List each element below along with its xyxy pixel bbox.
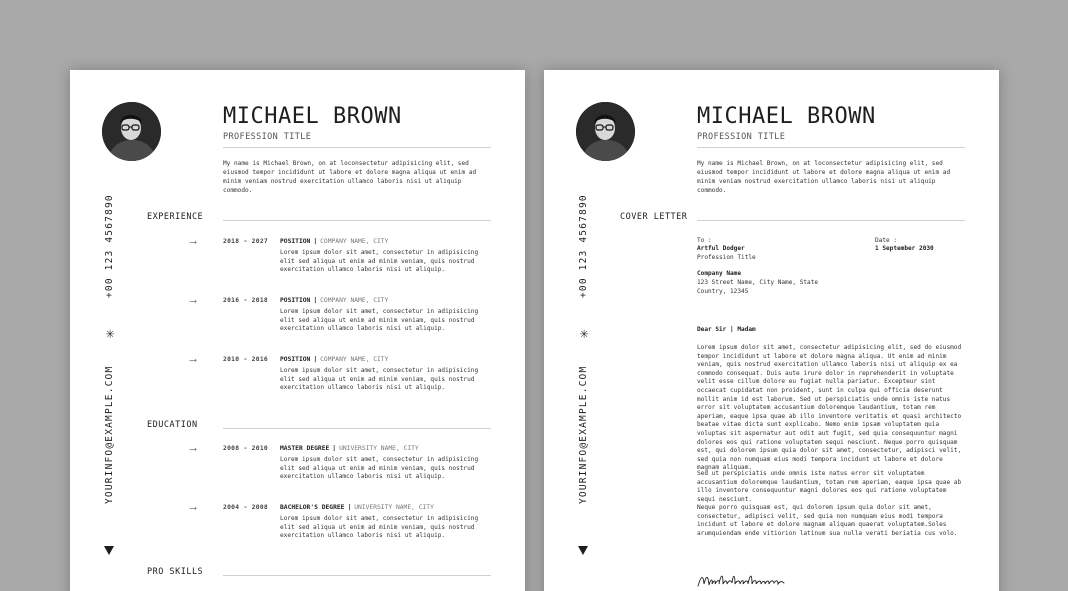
entry-position: POSITION xyxy=(280,297,311,304)
address-line-1: 123 Street Name, City Name, State xyxy=(697,279,819,286)
resume-page xyxy=(70,70,525,591)
section-divider xyxy=(223,575,491,576)
section-title-skills: PRO SKILLS xyxy=(147,567,204,577)
entry-company: COMPANY NAME, CITY xyxy=(320,238,389,245)
arrow-right-icon: ⟶ xyxy=(190,355,197,366)
entry-heading: POSITION | COMPANY NAME, CITY xyxy=(280,297,389,304)
asterisk-icon: ✳ xyxy=(579,324,589,342)
entry-dates: 2008 - 2010 xyxy=(223,445,269,452)
entry-dates: 2016 - 2018 xyxy=(223,297,269,304)
salutation: Dear Sir | Madam xyxy=(697,326,756,333)
to-label: To : xyxy=(697,237,712,244)
section-divider xyxy=(223,220,491,221)
recipient-title: Profession Title xyxy=(697,254,756,261)
entry-degree: MASTER DEGREE xyxy=(280,445,330,452)
entry-dates: 2018 - 2027 xyxy=(223,238,269,245)
arrow-right-icon: ⟶ xyxy=(190,237,197,248)
entry-company: COMPANY NAME, CITY xyxy=(320,356,389,363)
entry-description: Lorem ipsum dolor sit amet, consectetur in adipisicing elit sed aliqua ut enim ad minim veniam, quis nostrud exercitation ullamco laboris nisi ut aliquip. xyxy=(280,456,479,481)
entry-heading: POSITION | COMPANY NAME, CITY xyxy=(280,356,389,363)
profile-summary: My name is Michael Brown, on at loconsectetur adipisicing elit, sed eiusmod tempor incididunt ut labore et dolore magna aliqua ut enim ad minim veniam nostrud exercitation ullamco laboris nisi ut aliquip commodo. xyxy=(223,160,477,194)
profession-title: PROFESSION TITLE xyxy=(697,132,786,142)
profile-summary: My name is Michael Brown, on at loconsectetur adipisicing elit, sed eiusmod tempor incididunt ut labore et dolore magna aliqua ut enim ad minim veniam nostrud exercitation ullamco laboris nisi ut aliquip commodo. xyxy=(697,160,951,194)
entry-degree: BACHELOR'S DEGREE xyxy=(280,504,345,511)
profession-title: PROFESSION TITLE xyxy=(223,132,312,142)
entry-company: COMPANY NAME, CITY xyxy=(320,297,389,304)
entry-position: POSITION xyxy=(280,356,311,363)
letter-paragraph: Neque porro quisquam est, qui dolorem ipsum quia dolor sit amet, consectetur, adipisci velit, sed quia non numquam eius modi tempora incidunt ut labore et dolore magnam aliquam quaerat voluptatem.Soles arumquiendam ende vitiorion latinum sua nulla verati beriatia cus volo. xyxy=(697,504,958,537)
entry-position: POSITION xyxy=(280,238,311,245)
header-divider xyxy=(697,147,965,148)
entry-school: UNIVERSITY NAME, CITY xyxy=(339,445,419,452)
entry-description: Lorem ipsum dolor sit amet, consectetur in adipisicing elit sed aliqua ut enim ad minim veniam, quis nostrud exercitation ullamco laboris nisi ut aliquip. xyxy=(280,515,479,540)
entry-school: UNIVERSITY NAME, CITY xyxy=(354,504,434,511)
entry-heading: BACHELOR'S DEGREE | UNIVERSITY NAME, CITY xyxy=(280,504,434,511)
profile-photo xyxy=(102,102,161,161)
cover-letter-page xyxy=(544,70,999,591)
phone-number: +00 123 4567890 xyxy=(578,194,589,298)
person-portrait-icon xyxy=(576,102,635,161)
candidate-name: MICHAEL BROWN xyxy=(697,104,876,129)
arrow-right-icon: ⟶ xyxy=(190,296,197,307)
section-divider xyxy=(697,220,965,221)
entry-dates: 2004 - 2008 xyxy=(223,504,269,511)
entry-description: Lorem ipsum dolor sit amet, consectetur in adipisicing elit sed aliqua ut enim ad minim veniam, quis nostrud exercitation ullamco laboris nisi ut aliquip. xyxy=(280,308,479,333)
handwritten-signature-image xyxy=(696,570,796,591)
date-label: Date : xyxy=(875,237,898,244)
letter-paragraph: Sed ut perspiciatis unde omnis iste natus error sit voluptatem accusantium doloremque laudantium, totam rem aperiam, eaque ipsa quae ab illo inventore consequuntur magni dolores eos qui ratione voluptatem sequi nesciunt. xyxy=(697,470,962,503)
section-title-experience: EXPERIENCE xyxy=(147,212,204,222)
signature xyxy=(696,570,796,591)
arrow-right-icon: ⟶ xyxy=(190,503,197,514)
address-line-2: Country, 12345 xyxy=(697,288,749,295)
section-title-education: EDUCATION xyxy=(147,420,198,430)
entry-dates: 2010 - 2016 xyxy=(223,356,269,363)
header-divider xyxy=(223,147,491,148)
asterisk-icon: ✳ xyxy=(105,324,115,342)
profile-photo xyxy=(576,102,635,161)
recipient-name: Artful Dodger xyxy=(697,245,745,252)
arrow-right-icon: ⟶ xyxy=(190,444,197,455)
candidate-name: MICHAEL BROWN xyxy=(223,104,402,129)
entry-description: Lorem ipsum dolor sit amet, consectetur in adipisicing elit sed aliqua ut enim ad minim veniam, quis nostrud exercitation ullamco laboris nisi ut aliquip. xyxy=(280,367,479,392)
entry-description: Lorem ipsum dolor sit amet, consectetur in adipisicing elit sed aliqua ut enim ad minim veniam, quis nostrud exercitation ullamco laboris nisi ut aliquip. xyxy=(280,249,479,274)
section-title-cover-letter: COVER LETTER xyxy=(620,212,688,222)
company-name: Company Name xyxy=(697,270,742,277)
letter-date: 1 September 2030 xyxy=(875,245,934,252)
entry-heading: POSITION | COMPANY NAME, CITY xyxy=(280,238,389,245)
email-address: YOURINFO@EXAMPLE.COM xyxy=(104,365,115,504)
triangle-down-icon xyxy=(578,546,588,555)
letter-paragraph: Lorem ipsum dolor sit amet, consectetur adipisicing elit, sed do eiusmod tempor incididunt ut labore et dolore magna aliqua. Ut enim ad minim veniam, quis nostrud exercitation ullamco laboris nisi ut aliquip ex ea commodo consequat. Duis aute irure dolor in reprehenderit in voluptate velit esse cillum dolore eu fugiat nulla pariatur. Excepteur sint occaecat cupidatat non proident, sunt in culpa qui officia deserunt mollit anim id est laborum. Sed ut perspiciatis unde omnis iste natus error sit voluptatem accusantium doloremque laudantium, totam rem aperiam, eaque ipsa quae ab illo inventore veritatis et quasi architecto beatae vitae dicta sunt explicabo. Nemo enim ipsam voluptatem quia voluptas sit aspernatur aut odit aut fugit, sed quia consequuntur magni dolores eos qui ratione voluptatem sequi nesciunt. Neque porro quisquam est, qui dolorem ipsum quia dolor sit amet, consectetur, adipisci velit, sed quia non numquam eius modi tempora incidunt ut labore et dolore magnam aliquam. xyxy=(697,344,962,472)
email-address: YOURINFO@EXAMPLE.COM xyxy=(578,365,589,504)
phone-number: +00 123 4567890 xyxy=(104,194,115,298)
person-portrait-icon xyxy=(102,102,161,161)
section-divider xyxy=(223,428,491,429)
entry-heading: MASTER DEGREE | UNIVERSITY NAME, CITY xyxy=(280,445,419,452)
triangle-down-icon xyxy=(104,546,114,555)
